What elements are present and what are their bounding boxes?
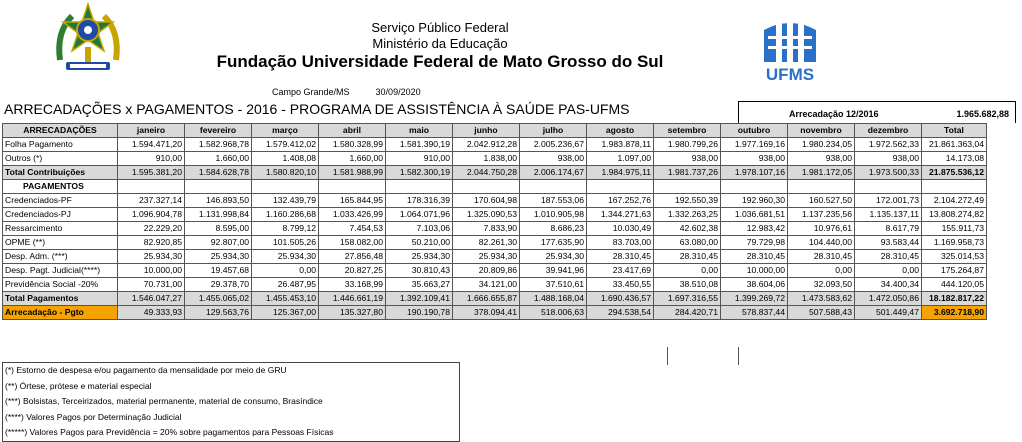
table-cell: 294.538,54 [587, 306, 654, 320]
table-cell: 18.182.817,22 [922, 292, 987, 306]
table-cell: 1.981.737,26 [654, 166, 721, 180]
table-cell: 177.635,90 [520, 236, 587, 250]
table-cell: 10.000,00 [118, 264, 185, 278]
table-cell: 34.121,00 [453, 278, 520, 292]
table-cell: 70.731,00 [118, 278, 185, 292]
table-cell: 172.001,73 [855, 194, 922, 208]
table-cell: 101.505,26 [252, 236, 319, 250]
table-cell: 165.844,95 [319, 194, 386, 208]
column-header: janeiro [118, 124, 185, 138]
row-label: Outros (*) [3, 152, 118, 166]
table-cell: 20.827,25 [319, 264, 386, 278]
table-cell: 1.455.453,10 [252, 292, 319, 306]
table-cell: 129.563,76 [185, 306, 252, 320]
row-label: Desp. Pagt. Judicial(****) [3, 264, 118, 278]
table-cell: 1.580.820,10 [252, 166, 319, 180]
table-cell: 92.807,00 [185, 236, 252, 250]
column-header: julho [520, 124, 587, 138]
table-cell: 1.472.050,86 [855, 292, 922, 306]
table-cell: 378.094,41 [453, 306, 520, 320]
table-cell: 35.663,27 [386, 278, 453, 292]
table-cell: 1.579.412,02 [252, 138, 319, 152]
column-header: fevereiro [185, 124, 252, 138]
table-cell: 938,00 [855, 152, 922, 166]
row-label: Desp. Adm. (***) [3, 250, 118, 264]
table-cell: 28.310,45 [788, 250, 855, 264]
table-cell: 1.010.905,98 [520, 208, 587, 222]
table-cell: 1.036.681,51 [721, 208, 788, 222]
table-cell: 1.697.316,55 [654, 292, 721, 306]
empty-cell [788, 180, 855, 194]
row-label: Arrecadação - Pgto [3, 306, 118, 320]
table-cell: 1.690.436,57 [587, 292, 654, 306]
table-cell: 501.449,47 [855, 306, 922, 320]
table-cell: 93.583,44 [855, 236, 922, 250]
header-foundation: Fundação Universidade Federal de Mato Grosso do Sul [216, 52, 664, 71]
table-cell: 1.660,00 [185, 152, 252, 166]
table-cell: 10.030,49 [587, 222, 654, 236]
column-header: setembro [654, 124, 721, 138]
table-cell: 1.169.958,73 [922, 236, 987, 250]
table-cell: 125.367,00 [252, 306, 319, 320]
table-cell: 135.327,80 [319, 306, 386, 320]
table-cell: 29.378,70 [185, 278, 252, 292]
table-cell: 1.838,00 [453, 152, 520, 166]
table-row [3, 194, 987, 208]
table-cell: 8.617,79 [855, 222, 922, 236]
table-cell: 28.310,45 [654, 250, 721, 264]
table-cell: 1.978.107,16 [721, 166, 788, 180]
table-cell: 1.097,00 [587, 152, 654, 166]
table-cell: 19.457,68 [185, 264, 252, 278]
header-row [3, 124, 987, 138]
table-cell: 2.104.272,49 [922, 194, 987, 208]
footnote: (***) Bolsistas, Terceirizados, material permanente, material de consumo, Brasíndice [5, 396, 323, 406]
column-header: outubro [721, 124, 788, 138]
table-row [3, 250, 987, 264]
table-cell: 8.595,00 [185, 222, 252, 236]
table-cell: 1.980.799,26 [654, 138, 721, 152]
arrecadacao-summary-label: Arrecadação 12/2016 [789, 109, 879, 119]
empty-cell [855, 180, 922, 194]
table-cell: 25.934,30 [185, 250, 252, 264]
table-cell: 938,00 [520, 152, 587, 166]
column-header: agosto [587, 124, 654, 138]
table-cell: 1.033.426,99 [319, 208, 386, 222]
empty-cell [319, 180, 386, 194]
table-cell: 37.510,61 [520, 278, 587, 292]
table-cell: 38.604,06 [721, 278, 788, 292]
empty-cell [587, 180, 654, 194]
table-cell: 1.135.137,11 [855, 208, 922, 222]
table-cell: 237.327,14 [118, 194, 185, 208]
table-cell: 1.131.998,84 [185, 208, 252, 222]
column-header: junho [453, 124, 520, 138]
table-cell: 7.454,53 [319, 222, 386, 236]
table-cell: 25.934,30 [453, 250, 520, 264]
table-cell: 938,00 [654, 152, 721, 166]
row-label: Total Pagamentos [3, 292, 118, 306]
table-cell: 167.252,76 [587, 194, 654, 208]
table-cell: 1.984.975,11 [587, 166, 654, 180]
table-cell: 3.692.718,90 [922, 306, 987, 320]
table-cell: 1.488.168,04 [520, 292, 587, 306]
table-cell: 1.977.169,16 [721, 138, 788, 152]
column-header: novembro [788, 124, 855, 138]
empty-cell [185, 180, 252, 194]
table-cell: 39.941,96 [520, 264, 587, 278]
table-cell: 910,00 [386, 152, 453, 166]
table-cell: 284.420,71 [654, 306, 721, 320]
table-cell: 82.920,85 [118, 236, 185, 250]
row-label: Ressarcimento [3, 222, 118, 236]
table-cell: 1.972.562,33 [855, 138, 922, 152]
table-cell: 1.399.269,72 [721, 292, 788, 306]
column-header: dezembro [855, 124, 922, 138]
table-cell: 28.310,45 [721, 250, 788, 264]
column-header: Total [922, 124, 987, 138]
table-cell: 1.446.661,19 [319, 292, 386, 306]
table-cell: 10.000,00 [721, 264, 788, 278]
table-cell: 0,00 [252, 264, 319, 278]
table-cell: 0,00 [788, 264, 855, 278]
empty-cell [721, 180, 788, 194]
table-cell: 42.602,38 [654, 222, 721, 236]
table-cell: 0,00 [855, 264, 922, 278]
table-cell: 155.911,73 [922, 222, 987, 236]
table-cell: 132.439,79 [252, 194, 319, 208]
arrecadacao-summary-value: 1.965.682,88 [956, 109, 1009, 119]
table-cell: 49.333,93 [118, 306, 185, 320]
table-cell: 27.856,48 [319, 250, 386, 264]
table-cell: 33.450,55 [587, 278, 654, 292]
table-cell: 25.934,30 [252, 250, 319, 264]
divider-line [667, 347, 668, 365]
table-cell: 2.005.236,67 [520, 138, 587, 152]
table-cell: 25.934,30 [386, 250, 453, 264]
row-label: Folha Pagamento [3, 138, 118, 152]
table-cell: 32.093,50 [788, 278, 855, 292]
table-row [3, 152, 987, 166]
footnote: (*****) Valores Pagos para Previdência = 20% sobre pagamentos para Pessoas Físicas [5, 427, 334, 437]
table-cell: 1.096.904,78 [118, 208, 185, 222]
empty-cell [922, 180, 987, 194]
table-cell: 1.666.655,87 [453, 292, 520, 306]
table-cell: 1.594.471,20 [118, 138, 185, 152]
table-cell: 1.392.109,41 [386, 292, 453, 306]
table-cell: 13.808.274,82 [922, 208, 987, 222]
table-cell: 1.660,00 [319, 152, 386, 166]
table-cell: 518.006,63 [520, 306, 587, 320]
balance-row [3, 306, 987, 320]
table-cell: 83.703,00 [587, 236, 654, 250]
column-header: maio [386, 124, 453, 138]
table-cell: 21.861.363,04 [922, 138, 987, 152]
table-cell: 20.809,86 [453, 264, 520, 278]
table-cell: 938,00 [721, 152, 788, 166]
table-cell: 1.546.047,27 [118, 292, 185, 306]
table-row [3, 222, 987, 236]
footnote: (**) Órtese, prótese e material especial [5, 380, 152, 391]
finance-table [2, 123, 987, 320]
table-cell: 325.014,53 [922, 250, 987, 264]
table-cell: 10.976,61 [788, 222, 855, 236]
table-cell: 507.588,43 [788, 306, 855, 320]
empty-cell [118, 180, 185, 194]
table-row [3, 138, 987, 152]
row-label: ARRECADAÇÕES [3, 124, 118, 138]
table-cell: 8.799,12 [252, 222, 319, 236]
table-cell: 1.983.878,11 [587, 138, 654, 152]
table-cell: 21.875.536,12 [922, 166, 987, 180]
table-cell: 34.400,34 [855, 278, 922, 292]
row-label: OPME (**) [3, 236, 118, 250]
table-cell: 170.604,98 [453, 194, 520, 208]
table-cell: 104.440,00 [788, 236, 855, 250]
table-row [3, 236, 987, 250]
table-cell: 0,00 [654, 264, 721, 278]
header-service: Serviço Público Federal [371, 20, 509, 35]
table-cell: 146.893,50 [185, 194, 252, 208]
table-row [3, 208, 987, 222]
table-cell: 33.168,99 [319, 278, 386, 292]
table-cell: 79.729,98 [721, 236, 788, 250]
row-label: Total Contribuições [3, 166, 118, 180]
header-ministry: Ministério da Educação [372, 36, 508, 51]
table-cell: 8.686,23 [520, 222, 587, 236]
column-header: março [252, 124, 319, 138]
empty-cell [386, 180, 453, 194]
table-cell: 22.229,20 [118, 222, 185, 236]
table-cell: 82.261,30 [453, 236, 520, 250]
table-cell: 1.595.381,20 [118, 166, 185, 180]
table-cell: 25.934,30 [118, 250, 185, 264]
table-cell: 12.983,42 [721, 222, 788, 236]
table-cell: 7.103,06 [386, 222, 453, 236]
table-cell: 444.120,05 [922, 278, 987, 292]
table-cell: 1.980.234,05 [788, 138, 855, 152]
table-cell: 28.310,45 [855, 250, 922, 264]
table-cell: 1.344.271,63 [587, 208, 654, 222]
table-cell: 1.581.390,19 [386, 138, 453, 152]
city-text: Campo Grande/MS [272, 87, 350, 97]
page-title: ARRECADAÇÕES x PAGAMENTOS - 2016 - PROGRAMA DE ASSISTÊNCIA À SAÚDE PAS-UFMS [4, 101, 630, 117]
table-cell: 1.408,08 [252, 152, 319, 166]
table-cell: 1.473.583,62 [788, 292, 855, 306]
table-cell: 1.160.286,68 [252, 208, 319, 222]
table-cell: 38.510,08 [654, 278, 721, 292]
table-cell: 158.082,00 [319, 236, 386, 250]
table-cell: 28.310,45 [587, 250, 654, 264]
table-cell: 7.833,90 [453, 222, 520, 236]
column-header: abril [319, 124, 386, 138]
table-cell: 175.264,87 [922, 264, 987, 278]
table-cell: 578.837,44 [721, 306, 788, 320]
table-cell: 14.173,08 [922, 152, 987, 166]
table-cell: 30.810,43 [386, 264, 453, 278]
table-cell: 160.527,50 [788, 194, 855, 208]
empty-cell [654, 180, 721, 194]
table-cell: 187.553,06 [520, 194, 587, 208]
table-cell: 1.064.071,96 [386, 208, 453, 222]
row-label: Previdência Social -20% [3, 278, 118, 292]
table-cell: 910,00 [118, 152, 185, 166]
table-cell: 2.006.174,67 [520, 166, 587, 180]
table-cell: 1.973.500,33 [855, 166, 922, 180]
payments-label: PAGAMENTOS [3, 180, 118, 194]
table-cell: 1.581.988,99 [319, 166, 386, 180]
table-row [3, 264, 987, 278]
table-cell: 26.487,95 [252, 278, 319, 292]
table-cell: 178.316,39 [386, 194, 453, 208]
arrecadacao-summary-box [738, 101, 1016, 123]
table-cell: 1.584.628,78 [185, 166, 252, 180]
payments-subheader-row [3, 180, 987, 194]
table-cell: 1.332.263,25 [654, 208, 721, 222]
table-cell: 938,00 [788, 152, 855, 166]
table-cell: 25.934,30 [520, 250, 587, 264]
table-cell: 50.210,00 [386, 236, 453, 250]
table-cell: 63.080,00 [654, 236, 721, 250]
place-date [272, 87, 447, 97]
empty-cell [520, 180, 587, 194]
table-cell: 1.325.090,53 [453, 208, 520, 222]
date-text: 30/09/2020 [375, 87, 421, 97]
table-cell: 23.417,69 [587, 264, 654, 278]
table-cell: 1.582.968,78 [185, 138, 252, 152]
footnote: (*) Estorno de despesa e/ou pagamento da mensalidade por meio de GRU [5, 365, 287, 375]
table-cell: 2.042.912,28 [453, 138, 520, 152]
table-cell: 1.455.065,02 [185, 292, 252, 306]
empty-cell [252, 180, 319, 194]
table-row [3, 278, 987, 292]
row-label: Credenciados-PJ [3, 208, 118, 222]
ufms-logo-text: UFMS [765, 65, 815, 84]
table-cell: 190.190,78 [386, 306, 453, 320]
table-cell: 192.550,39 [654, 194, 721, 208]
footnotes-box [2, 362, 460, 442]
divider-line [738, 347, 739, 365]
table-cell: 1.582.300,19 [386, 166, 453, 180]
empty-cell [453, 180, 520, 194]
table-cell: 1.137.235,56 [788, 208, 855, 222]
table-cell: 1.580.328,99 [319, 138, 386, 152]
total-payments-row [3, 292, 987, 306]
table-cell: 192.960,30 [721, 194, 788, 208]
row-label: Credenciados-PF [3, 194, 118, 208]
footnote: (****) Valores Pagos por Determinação Judicial [5, 411, 182, 422]
table-cell: 1.981.172,05 [788, 166, 855, 180]
total-contributions-row [3, 166, 987, 180]
table-cell: 2.044.750,28 [453, 166, 520, 180]
